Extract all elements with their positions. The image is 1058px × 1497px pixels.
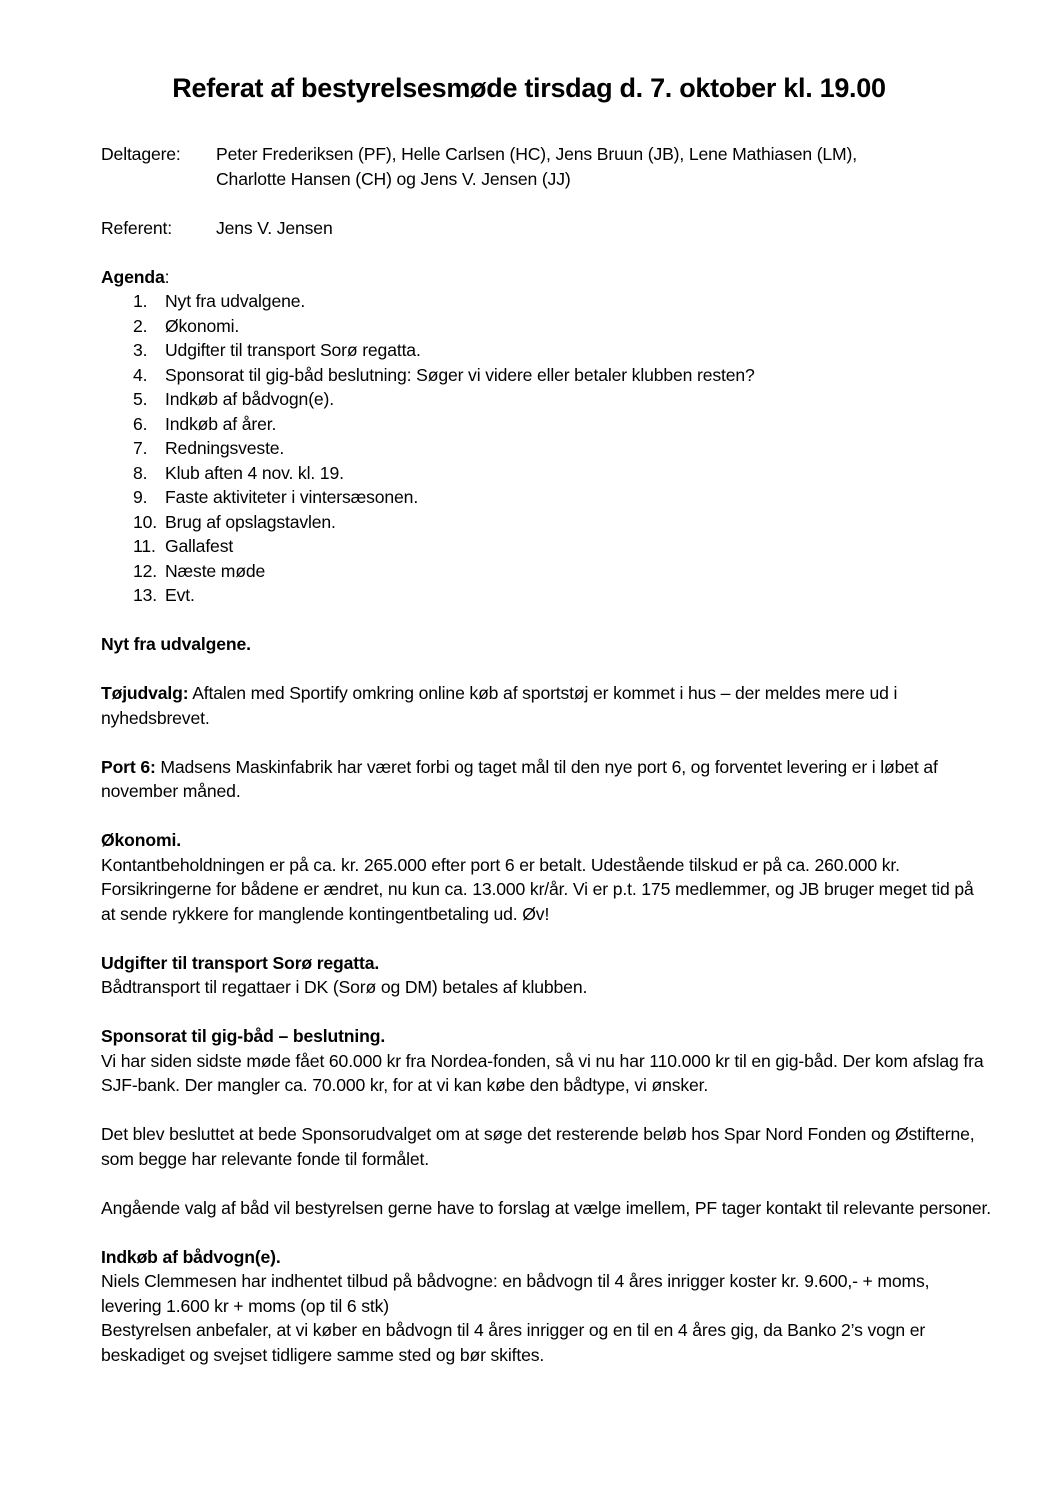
port6-text: Madsens Maskinfabrik har været forbi og taget mål til den nye port 6, og forventet levering er i løbet af november måned. [101,756,938,801]
agenda-heading-text: Agenda [101,266,165,287]
participants-value [216,142,991,191]
agenda-item: 5. Indkøb af bådvogn(e). [133,389,334,409]
section-heading-sponsorat: Sponsorat til gig-båd – beslutning. [101,1026,386,1046]
agenda-item: 1. Nyt fra udvalgene. [133,291,306,311]
sponsorat-paragraph-3: Angående valg af båd vil bestyrelsen gerne have to forslag at vælge imellem, PF tager kontakt til relevante personer. [101,1197,992,1218]
agenda-item: 7. Redningsveste. [133,438,285,458]
agenda-item: 2. Økonomi. [133,315,240,336]
agenda-item: 4. Sponsorat til gig-båd beslutning: Søger vi videre eller betaler klubben resten? [133,364,755,385]
agenda-item: 13. Evt. [133,585,195,605]
participants-label: Deltagere: [101,144,181,164]
document-title: Referat af bestyrelsesmøde tirsdag d. 7. oktober kl. 19.00 [172,73,886,103]
sponsorat-paragraph-2: Det blev besluttet at bede Sponsorudvalget om at søge det resterende beløb hos Spar Nord Fonden og Østifterne, som begge har relevante fonde til formålet. [101,1124,975,1169]
participants-line-2: Charlotte Hansen (CH) og Jens V. Jensen (JJ) [216,168,571,189]
agenda-item: 6. Indkøb af årer. [133,413,277,434]
agenda-list [101,289,991,608]
agenda-heading [101,265,991,290]
participants-line-1: Peter Frederiksen (PF), Helle Carlsen (HC), Jens Bruun (JB), Lene Mathiasen (LM), [216,144,857,164]
port6-paragraph [101,755,991,804]
section-heading-transport: Udgifter til transport Sorø regatta. [101,952,380,973]
tojudvalg-paragraph [101,681,991,730]
document-body [101,142,991,1367]
tojudvalg-label: Tøjudvalg: [101,683,189,703]
referent-row [101,216,991,241]
port6-label: Port 6: [101,756,156,777]
okonomi-paragraph: Kontantbeholdningen er på ca. kr. 265.000 efter port 6 er betalt. Udestående tilskud er på ca. 260.000 kr. Forsikringerne for bådene er ændret, nu kun ca. 13.000 kr/år. Vi er p.t. 175 medlemmer, og JB bruger meget tid på at sende rykkere for manglende kontingentbetaling ud. Øv! [101,854,974,924]
agenda-item: 10. Brug af opslagstavlen. [133,511,336,532]
agenda-item: 8. Klub aften 4 nov. kl. 19. [133,462,344,483]
agenda-colon: : [164,266,170,287]
badvogn-paragraph-1: Niels Clemmesen har indhentet tilbud på bådvogne: en bådvogn til 4 åres inrigger koster kr. 9.600,- + moms, levering 1.600 kr + moms (op til 6 stk) [101,1271,930,1316]
section-heading-badvogn: Indkøb af bådvogn(e). [101,1246,281,1267]
tojudvalg-text: Aftalen med Sportify omkring online køb af sportstøj er kommet i hus – der meldes mere ud i nyhedsbrevet. [101,683,898,728]
section-heading-nyt: Nyt fra udvalgene. [101,634,251,654]
transport-paragraph: Bådtransport til regattaer i DK (Sorø og DM) betales af klubben. [101,977,588,997]
participants-row [101,142,991,191]
sponsorat-paragraph-1: Vi har siden sidste møde fået 60.000 kr fra Nordea-fonden, så vi nu har 110.000 kr til en gig-båd. Der kom afslag fra SJF-bank. Der mangler ca. 70.000 kr, for at vi kan købe den bådtype, vi ønsker. [101,1050,984,1095]
agenda-item: 12. Næste møde [133,560,266,581]
badvogn-paragraph-2: Bestyrelsen anbefaler, at vi køber en bådvogn til 4 åres inrigger og en til en 4 åres gig, da Banko 2’s vogn er beskadiget og svejset tidligere samme sted og bør skiftes. [101,1320,926,1365]
referent-value: Jens V. Jensen [216,217,333,238]
agenda-item: 9. Faste aktiviteter i vintersæsonen. [133,487,419,507]
section-heading-okonomi: Økonomi. [101,830,181,850]
agenda-item: 3. Udgifter til transport Sorø regatta. [133,340,421,360]
agenda-item: 11. Gallafest [133,536,234,556]
referent-label: Referent: [101,217,173,238]
